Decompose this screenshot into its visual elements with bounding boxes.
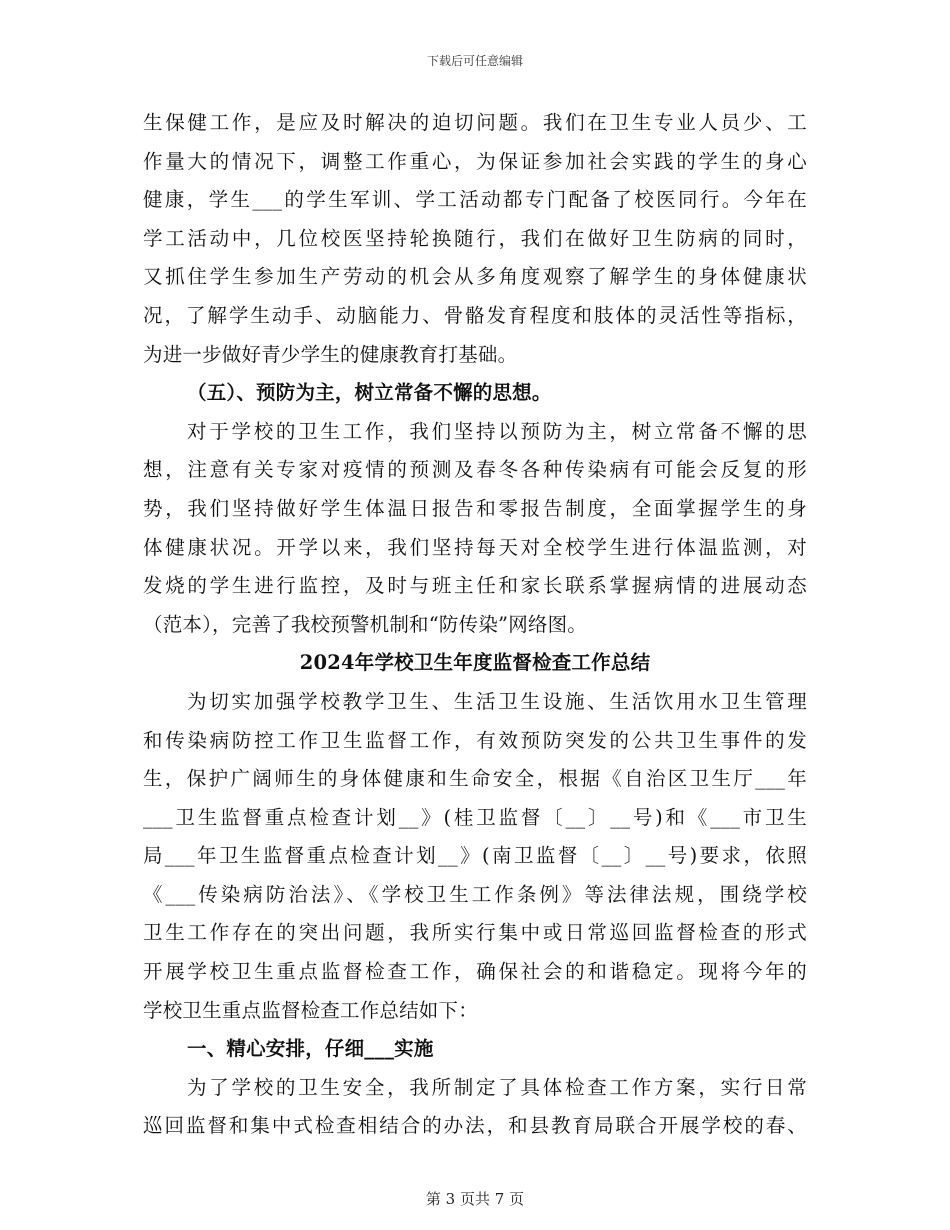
page-header: 下载后可任意编辑 bbox=[426, 54, 523, 68]
section-heading: 一、精心安排，仔细___实施 bbox=[187, 1037, 434, 1061]
text-line: 势，我们坚持做好学生体温日报告和零报告制度，全面掌握学生的身 bbox=[143, 496, 807, 520]
text-line: 对于学校的卫生工作，我们坚持以预防为主，树立常备不懈的思 bbox=[187, 419, 807, 443]
text-line: 健康，学生___的学生军训、学工活动都专门配备了校医同行。今年在 bbox=[143, 188, 807, 212]
text-line: 体健康状况。开学以来，我们坚持每天对全校学生进行体温监测，对 bbox=[143, 535, 807, 559]
page-footer: 第 3 页共 7 页 bbox=[425, 1190, 525, 1208]
text-line: 为进一步做好青少学生的健康教育打基础。 bbox=[143, 342, 518, 366]
document-body bbox=[143, 104, 807, 1146]
text-line: 卫生工作存在的突出问题，我所实行集中或日常巡回监督检查的形式 bbox=[143, 921, 807, 945]
text-line: ___卫生监督重点检查计划__》(桂卫监督〔__〕__号)和《___市卫生 bbox=[143, 805, 807, 829]
text-line: 巡回监督和集中式检查相结合的办法，和县教育局联合开展学校的春、 bbox=[143, 1114, 807, 1138]
text-line: 为切实加强学校教学卫生、生活卫生设施、生活饮用水卫生管理 bbox=[187, 689, 807, 713]
text-line: 想，注意有关专家对疫情的预测及春冬各种传染病有可能会反复的形 bbox=[143, 458, 807, 482]
section-title: 2024年学校卫生年度监督检查工作总结 bbox=[299, 651, 651, 675]
text-line: （范本），完善了我校预警机制和“防传染”网络图。 bbox=[143, 612, 587, 636]
text-line: 《___传染病防治法》、《学校卫生工作条例》等法律法规，围绕学校 bbox=[143, 882, 807, 906]
text-line: 生，保护广阔师生的身体健康和生命安全，根据《自治区卫生厅___年 bbox=[143, 767, 807, 791]
section-heading: （五）、预防为主，树立常备不懈的思想。 bbox=[187, 381, 552, 405]
text-line: 况，了解学生动手、动脑能力、骨骼发育程度和肢体的灵活性等指标， bbox=[143, 303, 807, 327]
text-line: 生保健工作，是应及时解决的迫切问题。我们在卫生专业人员少、工 bbox=[143, 111, 807, 134]
text-line: 和传染病防控工作卫生监督工作，有效预防突发的公共卫生事件的发 bbox=[143, 728, 807, 752]
text-line: 学校卫生重点监督检查工作总结如下： bbox=[143, 998, 478, 1022]
text-line: 又抓住学生参加生产劳动的机会从多角度观察了解学生的身体健康状 bbox=[143, 265, 807, 289]
text-line: 发烧的学生进行监控，及时与班主任和家长联系掌握病情的进展动态 bbox=[143, 574, 807, 598]
text-line: 开展学校卫生重点监督检查工作，确保社会的和谐稳定。现将今年的 bbox=[143, 960, 807, 984]
text-line: 学工活动中，几位校医坚持轮换随行，我们在做好卫生防病的同时， bbox=[143, 226, 807, 250]
text-line: 局___年卫生监督重点检查计划__》(南卫监督〔__〕__号)要求，依照 bbox=[143, 844, 807, 868]
text-line: 作量大的情况下，调整工作重心，为保证参加社会实践的学生的身心 bbox=[143, 149, 807, 173]
text-line: 为了学校的卫生安全，我所制定了具体检查工作方案，实行日常 bbox=[187, 1075, 807, 1099]
